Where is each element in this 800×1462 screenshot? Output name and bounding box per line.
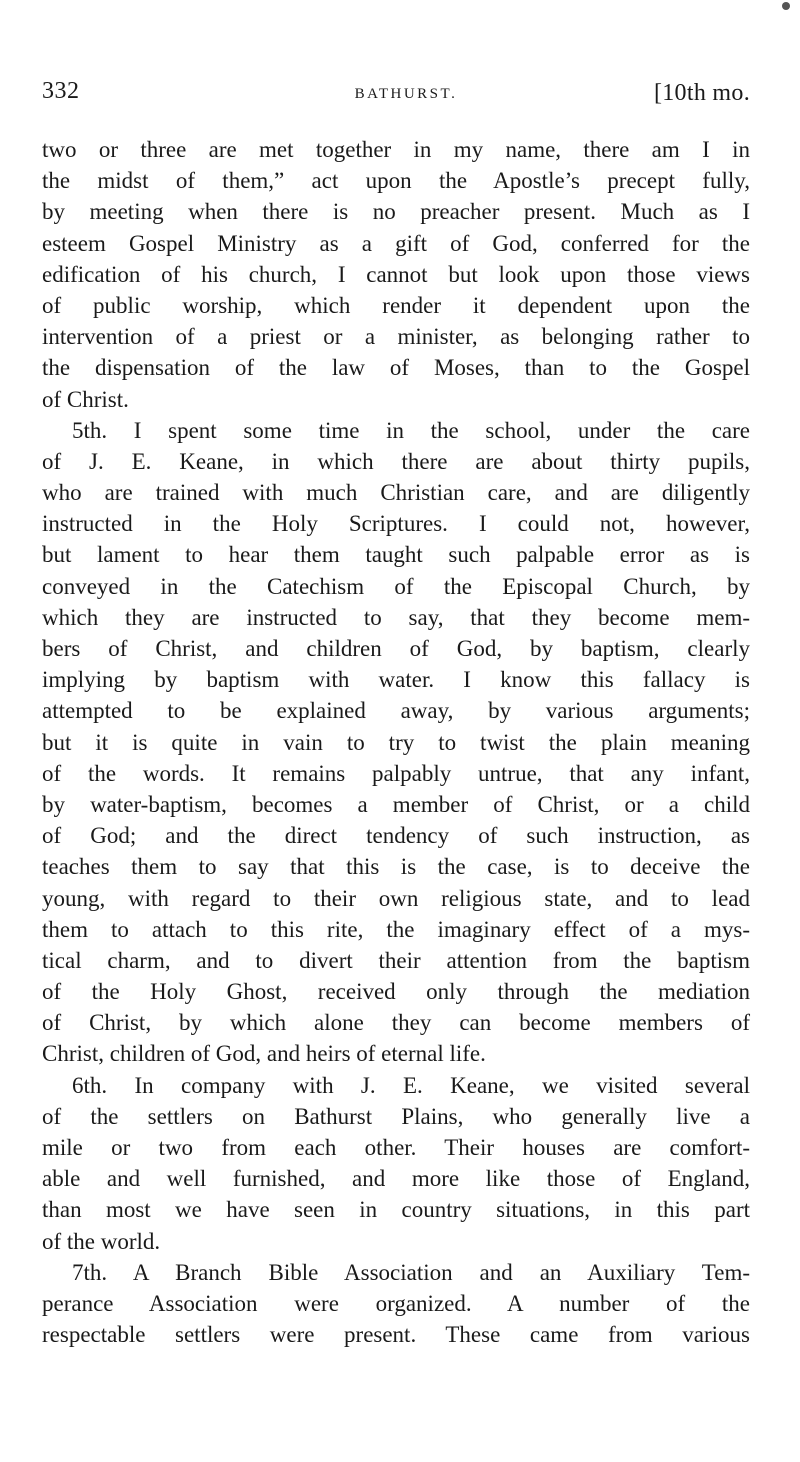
text-line: but lament to hear them taught such palpable error as is (42, 542, 750, 568)
text-line: of the words. It remains palpably untrue, that any infant, (42, 760, 750, 786)
text-line: of Christ. (42, 386, 129, 412)
text-line: of the Holy Ghost, received only through the mediation (42, 979, 750, 1005)
text-line: 5th. I spent some time in the school, under the care (72, 417, 750, 443)
text-line: conveyed in the Catechism of the Episcopal Church, by (42, 573, 750, 599)
print-speck (782, 2, 790, 10)
text-line: young, with regard to their own religious state, and to lead (42, 885, 750, 911)
text-line: attempted to be explained away, by various arguments; (42, 698, 750, 724)
text-line: tical charm, and to divert their attention from the baptism (42, 947, 750, 973)
text-line: bers of Christ, and children of God, by baptism, clearly (42, 636, 750, 661)
text-line: of J. E. Keane, in which there are about thirty pupils, (42, 448, 750, 474)
text-line: of public worship, which render it dependent upon the (42, 292, 750, 318)
text-line: two or three are met together in my name, there am I in (42, 137, 750, 162)
text-line: able and well furnished, and more like those of England, (42, 1166, 750, 1192)
text-line: of God; and the direct tendency of such instruction, as (42, 823, 750, 849)
page-header (42, 78, 750, 112)
text-line: edification of his church, I cannot but look upon those views (42, 261, 750, 287)
text-line: but it is quite in vain to try to twist the plain meaning (42, 729, 750, 755)
header-month: [10th mo. (653, 80, 750, 106)
text-line: respectable settlers were present. These came from various (42, 1322, 750, 1348)
text-line: of the world. (42, 1228, 161, 1254)
text-line: than most we have seen in country situations, in this part (42, 1197, 750, 1223)
text-line: the dispensation of the law of Moses, than to the Gospel (42, 355, 750, 381)
text-line: 6th. In company with J. E. Keane, we visited several (72, 1072, 750, 1098)
text-line: 7th. A Branch Bible Association and an Auxiliary Tem- (72, 1259, 750, 1285)
text-line: who are trained with much Christian care, and are diligently (42, 480, 750, 506)
running-head: BATHURST. (354, 86, 458, 102)
text-line: instructed in the Holy Scriptures. I could not, however, (42, 511, 750, 537)
text-line: of the settlers on Bathurst Plains, who generally live a (42, 1103, 750, 1129)
text-line: intervention of a priest or a minister, as belonging rather to (42, 324, 750, 350)
text-line: the midst of them,” act upon the Apostle’s precept fully, (42, 168, 750, 194)
text-line: by water-baptism, becomes a member of Christ, or a child (42, 791, 750, 817)
text-line: which they are instructed to say, that they become mem- (42, 604, 750, 630)
page-number: 332 (42, 78, 80, 104)
body-text (42, 134, 750, 1350)
text-line: by meeting when there is no preacher present. Much as I (42, 199, 750, 225)
text-line: implying by baptism with water. I know this fallacy is (42, 667, 750, 693)
text-line: Christ, children of God, and heirs of eternal life. (42, 1041, 486, 1067)
text-line: esteem Gospel Ministry as a gift of God, conferred for the (42, 230, 750, 256)
text-line: mile or two from each other. Their houses are comfort- (42, 1135, 750, 1160)
text-line: teaches them to say that this is the case, is to deceive the (42, 854, 750, 880)
text-line: them to attach to this rite, the imaginary effect of a mys- (42, 916, 750, 942)
text-line: of Christ, by which alone they can become members of (42, 1010, 750, 1036)
text-line: perance Association were organized. A number of the (42, 1290, 750, 1316)
